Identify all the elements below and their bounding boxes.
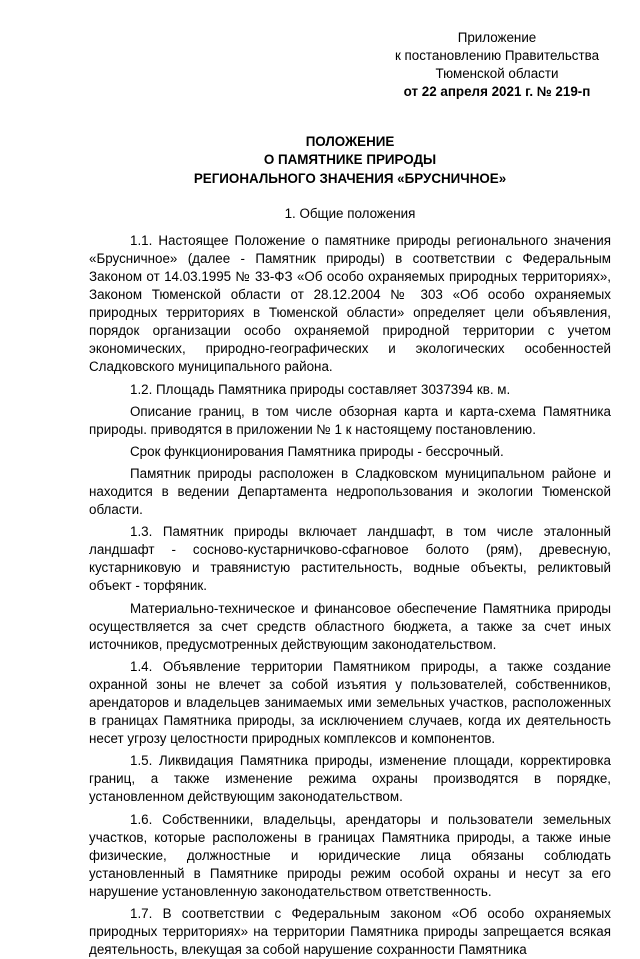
paragraph: 1.7. В соответствии с Федеральным законом «Об особо охраняемых природных территориях» на территории Памятника природы запрещается всякая деятельность, влекущая за собой нарушение сохранности Памятника [89, 906, 611, 958]
paragraph: 1.4. Объявление территории Памятником природы, а также создание охранной зоны не влечет за собой изъятия у пользователей, собственников, арендаторов и владельцев занимаемых ими земельных участков, расположенных в границах Памятника природы, за исключением случаев, когда их деятельность несет угрозу целостности природных комплексов и компонентов. [89, 658, 611, 747]
paragraph: 1.5. Ликвидация Памятника природы, изменение площади, корректировка границ, а также изменение режима охраны производятся в порядке, установленном действующим законодательством. [89, 753, 611, 805]
paragraph: 1.1. Настоящее Положение о памятнике природы регионального значения «Брусничное» (далее - Памятник природы) в соответствии с Федеральным Законом от 14.03.1995 № 33-ФЗ «Об особо охраняемых природных территориях», Законом Тюменской области от 28.12.2004 № 303 «Об особо охраняемых природных территориях в Тюменской области» определяет цели объявления, порядок организации особо охраняемой природной территории с учетом экономических, природно-географических и экологических особенностей Сладковского муниципального района. [89, 232, 611, 375]
title-line: РЕГИОНАЛЬНОГО ЗНАЧЕНИЯ «БРУСНИЧНОЕ» [193, 170, 507, 186]
approval-line: Приложение [457, 30, 537, 45]
paragraph: 1.3. Памятник природы включает ландшафт, в том числе эталонный ландшафт - сосново-кустарничково-сфагновое болото (рям), древесную, кустарниковую и травянистую растительность, водные объекты, реликтовый объект - торфяник. [89, 524, 611, 594]
approval-date: от 22 апреля 2021 г. № 219-п [403, 84, 591, 100]
paragraph: Материально-техническое и финансовое обеспечение Памятника природы осуществляется за счет средств областного бюджета, а также за счет иных источников, предусмотренных действующим законодательством. [89, 600, 611, 652]
paragraph: Памятник природы расположен в Сладковском муниципальном районе и находится в ведении Департамента недропользования и экологии Тюменской области. [89, 465, 611, 518]
paragraph: 1.6. Собственники, владельцы, арендаторы и пользователи земельных участков, которые расположены в границах Памятника природы, а также иные физические, должностные и юридические лица обязаны соблюдать установленный в Памятнике природы режим особой охраны и несут за его нарушение установленную законодательством ответственность. [89, 811, 611, 899]
paragraph: 1.2. Площадь Памятника природы составляет 3037394 кв. м. [130, 381, 511, 397]
title-line: ПОЛОЖЕНИЕ [305, 134, 395, 150]
document-title [89, 133, 611, 187]
document-page [89, 29, 611, 959]
paragraph: Описание границ, в том числе обзорная карта и карта-схема Памятника природы. приводятся в приложении № 1 к настоящему постановлению. [89, 403, 611, 437]
title-line: О ПАМЯТНИКЕ ПРИРОДЫ [263, 152, 437, 168]
approval-line: Тюменской области [435, 66, 559, 82]
approval-line: к постановлению Правительства [394, 48, 600, 64]
section-heading: 1. Общие положения [284, 205, 416, 221]
paragraph: Срок функционирования Памятника природы - бессрочный. [130, 443, 504, 459]
approval-block [381, 29, 613, 101]
